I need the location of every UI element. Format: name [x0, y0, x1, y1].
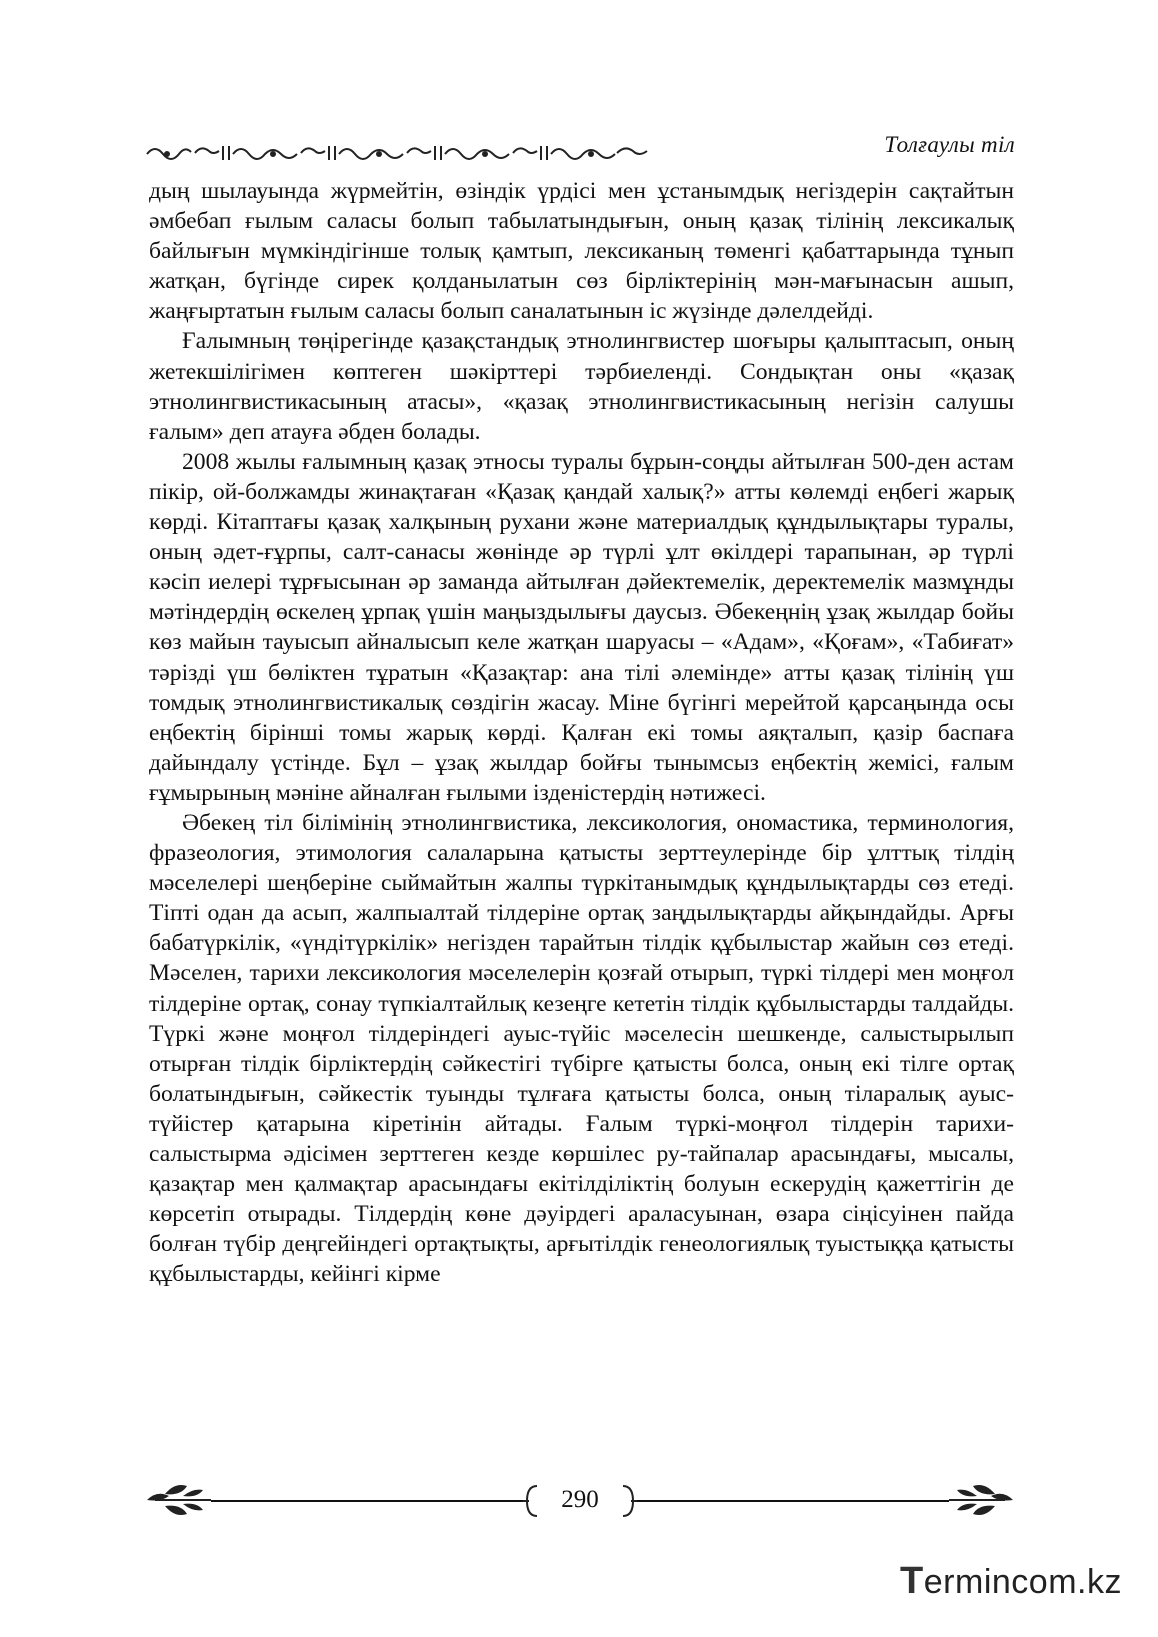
site-watermark: [900, 1560, 1122, 1603]
leaf-ornament-left-icon: [145, 1482, 211, 1518]
watermark-domain: m.kz: [1048, 1563, 1122, 1601]
watermark-text: erminc: [923, 1563, 1029, 1601]
page-body-text: [149, 176, 1014, 1289]
body-paragraph: Әбекең тіл білімінің этнолингвистика, лексикология, ономастика, терминология, фразеология, этимология салаларына қатысты зерттеулерінде бір ұлттық тілдің мәселелері шеңберіне сыймайтын жалпы түркітанымдық құндылықтарды сөз етеді. Тіпті одан да асып, жалпыалтай тілдеріне ортақ заңдылықтарды айқындайды. Арғы бабатүркілік, «үндітүркілік» негізден тарайтын тілдік құбылыстар жайын сөз етеді. Мәселен, тарихи лексикология мәселелерін қозғай отырып, түркі тілдері мен моңғол тілдеріне ортақ, сонау түпкіалтайлық кезеңге кететін тілдік құбылыстарды талдайды. Түркі және моңғол тілдеріндегі ауыс-түйіс мәселесін шешкенде, салыстырылып отырған тілдік бірліктердің сәйкестігі түбірге қатысты болса, оның екі тілге ортақ болатындығын, сәйкестік туынды тұлғаға қатысты болса, оның тіларалық ауыс-түйістер қатарына кіретінін айтады. Ғалым түркі-моңғол тілдерін тарихи-салыстырма әдісімен зерттеген кезде көршілес ру-тайпалар арасындағы, мысалы, қазақтар мен қалмақтар арасындағы екітілділіктің болуын ескерудің қажеттігін де көрсетіп отырады. Тілдердің көне дәуірдегі араласуынан, өзара сіңісуінен пайда болған түбір деңгейіндегі ортақтықты, арғытілдік генеологиялық туыстыққа қатысты құбылыстарды, кейінгі кірме: [149, 809, 1014, 1288]
page-footer: [145, 1478, 1015, 1524]
running-header: [145, 128, 1015, 168]
body-paragraph: Ғалымның төңірегінде қазақстандық этнолингвистер шоғыры қалыптасып, оның жетекшілігімен көптеген шәкірттері тәрбиеленді. Сондықтан оны «қазақ этнолингвистикасының атасы», «қазақ этнолингвистикасының негізін салушы ғалым» деп атауға әбден болады.: [149, 328, 1014, 445]
body-paragraph: дың шылауында жүрмейтін, өзіндік үрдісі мен ұстанымдық негіздерін сақтайтын әмбебап ғылым саласы болып табылатындығын, оның қазақ тілінің лексикалық байлығын мүмкіндігінше толық қамтып, лексиканың төменгі қабаттарында тұнып жатқан, бүгінде сирек қолданылатын сөз бірліктерінің мән-мағынасын ашып, жаңғыртатын ғылым саласы болып саналатынын іс жүзінде дәлелдейді.: [149, 178, 1014, 325]
watermark-letter-o: o: [1028, 1563, 1049, 1601]
leaf-ornament-right-icon: [949, 1482, 1015, 1518]
scroll-flourish-ornament-icon: [145, 142, 650, 164]
footer-rule-left: [211, 1500, 523, 1502]
page-number: 290: [561, 1486, 599, 1513]
footer-rule-right: [637, 1500, 949, 1502]
watermark-letter-t: T: [900, 1560, 924, 1602]
body-paragraph: 2008 жылы ғалымның қазақ этносы туралы бұрын-соңды айтылған 500-ден астам пікір, ой-болжамды жинақтаған «Қазақ қандай халық?» атты көлемді еңбегі жарық көрді. Кітаптағы қазақ халқының рухани және материалдық құндылықтары туралы, оның әдет-ғұрпы, салт-санасы жөнінде әр түрлі ұлт өкілдері тарапынан, әр түрлі кәсіп иелері тұрғысынан әр заманда айтылған дәйектемелік, деректемелік мазмұнды мәтіндердің өскелең ұрпақ үшін маңыздылығы даусыз. Әбекеңнің ұзақ жылдар бойы көз майын тауысып айналысып келе жатқан шаруасы – «Адам», «Қоғам», «Табиғат» тәрізді үш бөліктен тұратын «Қазақтар: ана тілі әлемінде» атты қазақ тілінің үш томдық этнолингвистикалық сөздігін жасау. Міне бүгінгі мерейтой қарсаңында осы еңбектің бірінші томы жарық көрді. Қалған екі томы аяқталып, қазір баспаға дайындалу үстінде. Бұл – ұзақ жылдар бойғы тынымсыз еңбектің жемісі, ғалым ғұмырының мәніне айналған ғылыми ізденістердің нәтижесі.: [149, 448, 1014, 806]
header-title: Толғаулы тіл: [884, 132, 1015, 157]
